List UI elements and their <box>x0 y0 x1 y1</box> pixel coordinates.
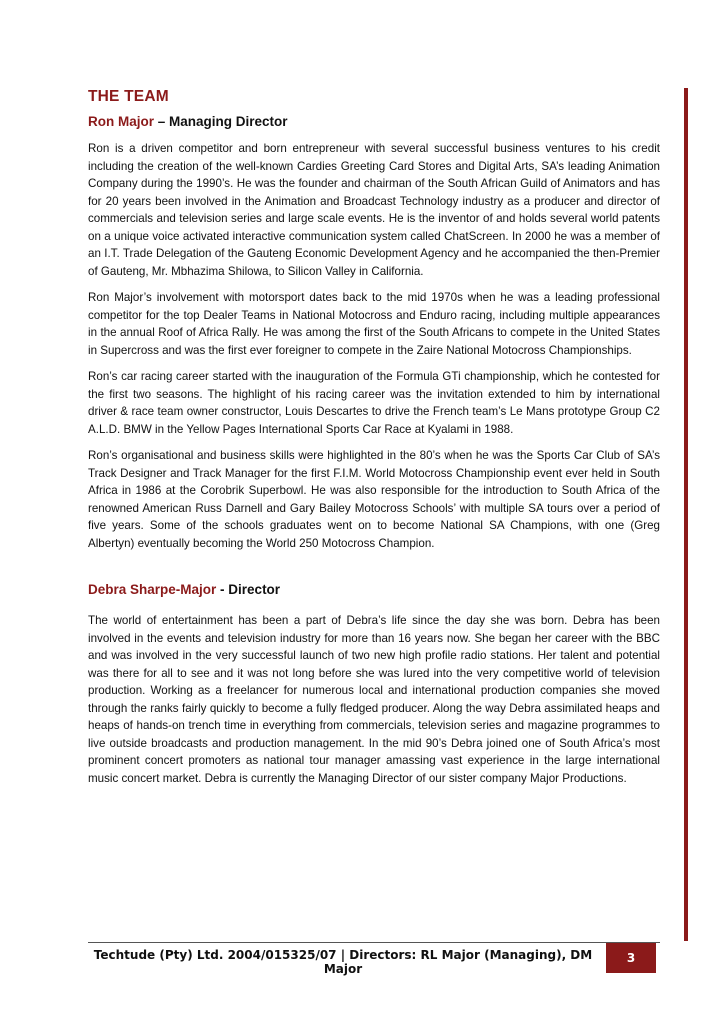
person-name: Ron Major <box>88 114 154 129</box>
page-number: 3 <box>606 943 656 973</box>
bio-paragraph: The world of entertainment has been a part of Debra’s life since the day she was born. Debra has been involved in the events and television industry for more than 16 years now. She began her career with the BBC and was involved in the very successful launch of two new high profile radio stations. Her talent and potential was there for all to see and it was not long before she was lured into the very competitive world of television production. Working as a freelancer for numerous local and international production companies she moved through the ranks fairly quickly to become a fully fledged producer. Along the way Debra assimilated heaps and heaps of hands-on trench time in everything from commercials, television series and magazine programmes to live outside broadcasts and production management. In the mid 90’s Debra joined one of South Africa’s most prominent concert promoters as national tour manager amassing vast experience in the large international music concert market. Debra is currently the Managing Director of our sister company Major Productions. <box>88 614 660 785</box>
person-heading <box>88 582 660 597</box>
right-margin-bar <box>684 88 688 941</box>
person-name: Debra Sharpe-Major <box>88 582 217 597</box>
person-role: - Director <box>216 582 281 597</box>
footer-company-info: Techtude (Pty) Ltd. 2004/015325/07 | Directors: RL Major (Managing), DM Major <box>93 948 593 976</box>
page-content <box>88 88 660 796</box>
bio-paragraph: Ron’s organisational and business skills were highlighted in the 80’s when he was the Sports Car Club of SA’s Track Designer and Track Manager for the first F.I.M. World Motocross Championship event ever held in South Africa in 1986 at the Corobrik Superbowl. He was also responsible for the introduction to South Africa of the renowned American Russ Darnell and Gary Bailey Motocross Schools’ with multiple SA tours over a period of five years. Some of the schools graduates went on to become National SA Champions, with one (Greg Albertyn) eventually becoming the World 250 Motocross Champion. <box>88 449 660 550</box>
person-role: – Managing Director <box>154 114 288 129</box>
bio-paragraph: Ron is a driven competitor and born entrepreneur with several successful business ventures to his credit including the creation of the well-known Cardies Greeting Card Stores and Digital Arts, SA’s leading Animation Company during the 1990’s. He was the founder and chairman of the South African Guild of Animators and has for 20 years been involved in the Animation and Broadcast Technology industry as a producer and director of commercials and television series and large scale events. He is the inventor of and holds several world patents on a unique voice activated interactive communication system called ChatScreen. In 2000 he was a member of an I.T. Trade Delegation of the Gauteng Economic Development Agency and he accompanied the then-Premier of Gauteng, Mr. Mbhazima Shilowa, to Silicon Valley in California. <box>88 142 660 278</box>
person-section-ron <box>88 114 660 552</box>
person-heading <box>88 114 660 129</box>
footer-divider <box>88 942 660 943</box>
person-section-debra <box>88 582 660 787</box>
bio-paragraph: Ron Major’s involvement with motorsport dates back to the mid 1970s when he was a leading professional competitor for the top Dealer Teams in National Motocross and Enduro racing, including multiple appearances in the annual Roof of Africa Rally. He was among the first of the South Africans to compete in the United States in Supercross and was the first ever foreigner to compete in the Zaire National Motocross Championships. <box>88 291 660 357</box>
bio-paragraph: Ron’s car racing career started with the inauguration of the Formula GTi championship, which he contested for the first two seasons. The highlight of his racing career was the invitation extended to him by international driver & race team owner constructor, Louis Descartes to drive the French team’s Le Mans prototype Group C2 A.L.D. BMW in the Yellow Pages International Sports Car Race at Kyalami in 1988. <box>88 370 660 436</box>
section-title: THE TEAM <box>88 88 169 105</box>
